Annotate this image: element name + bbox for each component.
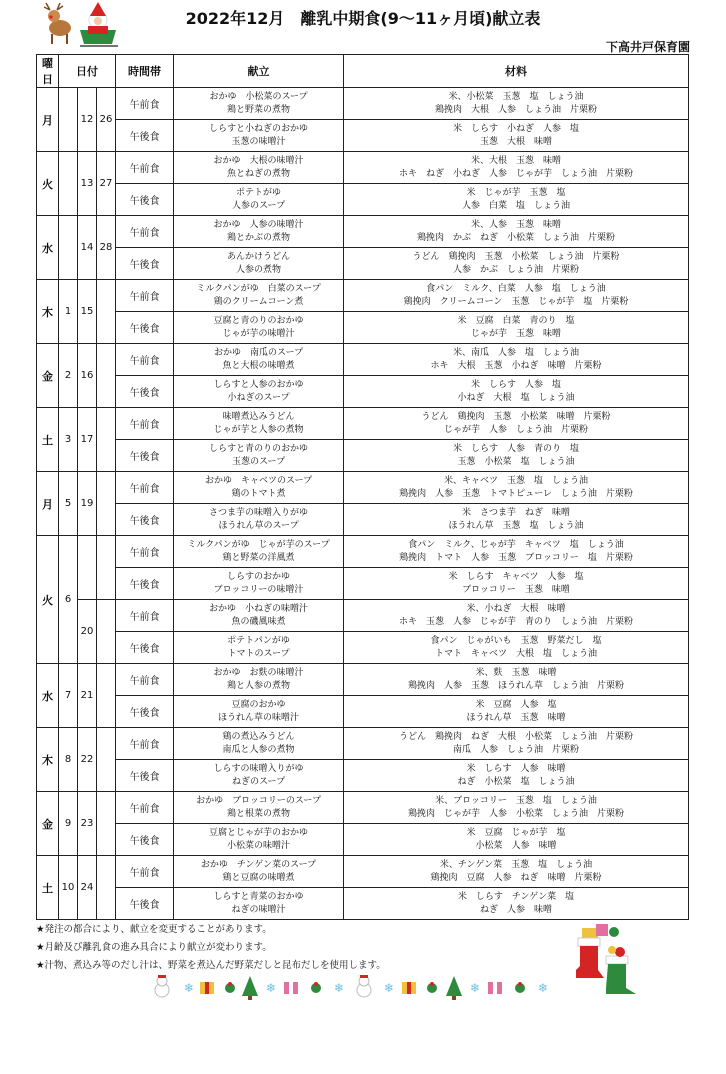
ingredients-line: トマト キャベツ 大根 塩 しょう油 xyxy=(435,648,598,659)
svg-text:❄: ❄ xyxy=(184,981,195,995)
date-cell xyxy=(97,280,116,344)
ingredients-cell xyxy=(344,312,689,344)
menu-line: ミルクパンがゆ 白菜のスープ xyxy=(196,283,321,294)
menu-cell xyxy=(174,376,344,408)
table-row xyxy=(37,408,689,440)
menu-line: じゃが芋と人参の煮物 xyxy=(213,424,304,435)
ingredients-line: 小ねぎ 大根 塩 しょう油 xyxy=(457,392,575,403)
menu-line: トマトのスープ xyxy=(227,648,290,659)
ingredients-cell xyxy=(344,568,689,600)
date-cell xyxy=(97,664,116,728)
time-slot-cell: 午前食 xyxy=(116,600,174,632)
date-cell xyxy=(59,152,78,216)
table-row xyxy=(37,216,689,248)
menu-cell xyxy=(174,536,344,568)
menu-line: ミルクパンがゆ じゃが芋のスープ xyxy=(187,539,330,550)
ingredients-line: 食パン じゃがいも 玉葱 野菜だし 塩 xyxy=(430,635,602,646)
date-cell: 7 xyxy=(59,664,78,728)
menu-table xyxy=(36,54,689,920)
note-item: ★月齢及び離乳食の進み具合により献立が変わります。 xyxy=(36,942,272,953)
menu-line: しらすの味噌入りがゆ xyxy=(213,763,304,774)
menu-line: 鶏の煮込みうどん xyxy=(222,731,295,742)
menu-line: しらすのおかゆ xyxy=(227,571,291,582)
menu-cell xyxy=(174,632,344,664)
menu-line: おかゆ チンゲン菜のスープ xyxy=(200,859,317,870)
menu-line: 小ねぎのスープ xyxy=(227,392,290,403)
time-slot-cell: 午前食 xyxy=(116,152,174,184)
ingredients-cell xyxy=(344,376,689,408)
table-row xyxy=(37,344,689,376)
date-cell: 13 xyxy=(78,152,97,216)
ingredients-cell xyxy=(344,760,689,792)
ingredients-line: 人参 白菜 塩 しょう油 xyxy=(462,200,571,211)
time-slot-cell: 午前食 xyxy=(116,216,174,248)
weekday-cell: 月 xyxy=(37,472,59,536)
menu-line: 鶏と野菜の洋風煮 xyxy=(222,552,295,563)
ingredients-line: ブロッコリー 玉葱 味噌 xyxy=(462,584,570,595)
time-header: 時間帯 xyxy=(116,55,174,88)
time-slot-cell: 午後食 xyxy=(116,760,174,792)
menu-cell xyxy=(174,888,344,920)
time-slot-cell: 午後食 xyxy=(116,888,174,920)
date-cell: 3 xyxy=(59,408,78,472)
date-cell: 27 xyxy=(97,152,116,216)
time-slot-cell: 午前食 xyxy=(116,408,174,440)
table-row xyxy=(37,760,689,792)
menu-line: 味噌煮込みうどん xyxy=(222,411,295,422)
date-cell: 2 xyxy=(59,344,78,408)
weekday-cell: 水 xyxy=(37,664,59,728)
ingredients-line: 米 しらす 人参 味噌 xyxy=(466,763,566,774)
ingredients-line: 米 さつま芋 ねぎ 味噌 xyxy=(462,507,571,518)
date-cell xyxy=(78,536,97,600)
menu-line: ほうれん草の味噌汁 xyxy=(218,712,300,723)
ingredients-line: 米 しらす キャベツ 人参 塩 xyxy=(448,571,584,582)
svg-text:❄: ❄ xyxy=(384,981,395,995)
menu-cell xyxy=(174,280,344,312)
menu-line: 小松菜の味噌汁 xyxy=(227,840,291,851)
santa-reindeer-icon xyxy=(40,2,120,48)
menu-line: 豆腐のおかゆ xyxy=(231,699,286,710)
menu-line: ポテトがゆ xyxy=(236,187,282,198)
organization-name: 下高井戸保育園 xyxy=(605,40,690,54)
ingredients-cell xyxy=(344,600,689,632)
date-cell xyxy=(59,88,78,152)
ingredients-cell xyxy=(344,184,689,216)
menu-cell xyxy=(174,344,344,376)
menu-line: しらすと青のりのおかゆ xyxy=(209,443,309,454)
time-slot-cell: 午前食 xyxy=(116,280,174,312)
time-slot-cell: 午前食 xyxy=(116,88,174,120)
time-slot-cell: 午前食 xyxy=(116,856,174,888)
menu-line: 鶏のクリームコーン煮 xyxy=(213,296,304,307)
ingredients-cell xyxy=(344,632,689,664)
ingredients-line: ホキ 大根 玉葱 小ねぎ 味噌 片栗粉 xyxy=(430,360,602,371)
svg-text:❄: ❄ xyxy=(266,981,277,995)
menu-cell xyxy=(174,792,344,824)
table-row xyxy=(37,120,689,152)
note-item: ★発注の都合により、献立を変更することがあります。 xyxy=(36,924,272,935)
menu-cell xyxy=(174,440,344,472)
ingredients-line: 米 しらす チンゲン菜 塩 xyxy=(457,891,575,902)
menu-line: しらすと青菜のおかゆ xyxy=(213,891,304,902)
menu-line: おかゆ 大根の味噌汁 xyxy=(213,155,304,166)
ingredients-cell xyxy=(344,216,689,248)
weekday-cell: 火 xyxy=(37,152,59,216)
menu-cell xyxy=(174,88,344,120)
menu-line: 鶏と野菜の煮物 xyxy=(227,104,291,115)
menu-cell xyxy=(174,152,344,184)
menu-cell xyxy=(174,472,344,504)
menu-line: おかゆ 人参の味噌汁 xyxy=(213,219,304,230)
table-row xyxy=(37,440,689,472)
menu-line: ねぎのスープ xyxy=(231,776,286,787)
menu-cell xyxy=(174,504,344,536)
date-cell xyxy=(97,856,116,920)
ingredients-cell xyxy=(344,856,689,888)
ingredients-line: 米 豆腐 白菜 青のり 塩 xyxy=(457,315,575,326)
ingredients-line: ほうれん草 玉葱 塩 しょう油 xyxy=(448,520,584,531)
menu-line: ねぎの味噌汁 xyxy=(231,904,286,915)
table-row xyxy=(37,888,689,920)
time-slot-cell: 午前食 xyxy=(116,344,174,376)
time-slot-cell: 午後食 xyxy=(116,120,174,152)
ingredients-header: 材料 xyxy=(344,55,689,88)
table-row xyxy=(37,88,689,120)
menu-line: 南瓜と人参の煮物 xyxy=(222,744,295,755)
ingredients-cell xyxy=(344,728,689,760)
ingredients-line: 米、ブロッコリー 玉葱 塩 しょう油 xyxy=(435,795,597,806)
table-row xyxy=(37,184,689,216)
christmas-border-icon xyxy=(150,972,560,1002)
time-slot-cell: 午後食 xyxy=(116,440,174,472)
ingredients-line: うどん 鶏挽肉 玉葱 小松菜 味噌 片栗粉 xyxy=(421,411,611,422)
table-row xyxy=(37,536,689,568)
menu-cell xyxy=(174,760,344,792)
table-row xyxy=(37,504,689,536)
weekday-cell: 月 xyxy=(37,88,59,152)
menu-line: ブロッコリーの味噌汁 xyxy=(213,584,304,595)
time-slot-cell: 午後食 xyxy=(116,824,174,856)
ingredients-line: 米、小ねぎ 大根 味噌 xyxy=(466,603,566,614)
date-cell: 17 xyxy=(78,408,97,472)
ingredients-line: 米 しらす 人参 塩 xyxy=(471,379,562,390)
menu-cell xyxy=(174,216,344,248)
ingredients-cell xyxy=(344,248,689,280)
date-cell xyxy=(97,344,116,408)
date-cell: 21 xyxy=(78,664,97,728)
menu-cell xyxy=(174,696,344,728)
menu-cell xyxy=(174,568,344,600)
table-row xyxy=(37,312,689,344)
ingredients-cell xyxy=(344,152,689,184)
weekday-cell: 水 xyxy=(37,216,59,280)
date-cell: 8 xyxy=(59,728,78,792)
menu-cell xyxy=(174,248,344,280)
menu-line: 魚とねぎの煮物 xyxy=(227,168,291,179)
table-header-row xyxy=(37,55,689,88)
menu-line: 人参の煮物 xyxy=(236,264,282,275)
menu-line: おかゆ 小ねぎの味噌汁 xyxy=(209,603,309,614)
time-slot-cell: 午前食 xyxy=(116,536,174,568)
svg-text:❄: ❄ xyxy=(334,981,345,995)
ingredients-line: 米、大根 玉葱 味噌 xyxy=(471,155,562,166)
date-cell: 9 xyxy=(59,792,78,856)
time-slot-cell: 午後食 xyxy=(116,376,174,408)
ingredients-cell xyxy=(344,536,689,568)
table-row xyxy=(37,856,689,888)
ingredients-line: 食パン ミルク、白菜 人参 塩 しょう油 xyxy=(426,283,606,294)
menu-line: しらすと小ねぎのおかゆ xyxy=(209,123,309,134)
menu-line: 玉葱のスープ xyxy=(231,456,286,467)
date-cell: 22 xyxy=(78,728,97,792)
menu-line: おかゆ キャベツのスープ xyxy=(204,475,313,486)
ingredients-line: 鶏挽肉 かぶ ねぎ 小松菜 しょう油 片栗粉 xyxy=(417,232,616,243)
weekday-cell: 金 xyxy=(37,792,59,856)
weekday-cell: 木 xyxy=(37,728,59,792)
date-cell xyxy=(97,408,116,472)
page-title: 2022年12月 離乳中期食(9～11ヶ月頃)献立表 xyxy=(185,9,541,28)
time-slot-cell: 午前食 xyxy=(116,728,174,760)
menu-line: おかゆ 小松菜のスープ xyxy=(209,91,308,102)
ingredients-line: ホキ 玉葱 人参 じゃが芋 青のり しょう油 片栗粉 xyxy=(399,616,634,627)
date-cell xyxy=(97,536,116,600)
menu-cell xyxy=(174,664,344,696)
menu-header: 献立 xyxy=(174,55,344,88)
weekday-cell: 木 xyxy=(37,280,59,344)
note-item: ★汁物、煮込み等のだし汁は、野菜を煮込んだ野菜だしと昆布だしを使用します。 xyxy=(36,960,386,971)
table-row xyxy=(37,568,689,600)
table-row xyxy=(37,280,689,312)
ingredients-line: 玉葱 大根 味噌 xyxy=(480,136,553,147)
ingredients-line: 鶏挽肉 人参 玉葱 トマトピューレ しょう油 片栗粉 xyxy=(399,488,633,499)
svg-text:❄: ❄ xyxy=(470,981,481,995)
menu-cell xyxy=(174,600,344,632)
table-row xyxy=(37,696,689,728)
notes xyxy=(36,921,556,975)
ingredients-cell xyxy=(344,408,689,440)
menu-line: ポテトパンがゆ xyxy=(227,635,290,646)
ingredients-line: 鶏挽肉 豆腐 人参 ねぎ 味噌 片栗粉 xyxy=(430,872,602,883)
ingredients-line: 米、南瓜 人参 塩 しょう油 xyxy=(453,347,580,358)
date-cell: 23 xyxy=(78,792,97,856)
date-cell xyxy=(59,216,78,280)
table-row xyxy=(37,600,689,632)
table-row xyxy=(37,376,689,408)
menu-line: 鶏とかぶの煮物 xyxy=(227,232,291,243)
menu-line: ほうれん草のスープ xyxy=(218,520,299,531)
ingredients-cell xyxy=(344,344,689,376)
table-row xyxy=(37,472,689,504)
date-cell: 20 xyxy=(78,600,97,664)
menu-cell xyxy=(174,824,344,856)
ingredients-cell xyxy=(344,824,689,856)
ingredients-line: 米、麩 玉葱 味噌 xyxy=(475,667,557,678)
menu-line: おかゆ 南瓜のスープ xyxy=(213,347,304,358)
menu-line: 魚と大根の味噌煮 xyxy=(222,360,295,371)
ingredients-line: 米 しらす 人参 青のり 塩 xyxy=(453,443,580,454)
ingredients-line: じゃが芋 人参 しょう油 片栗粉 xyxy=(444,424,589,435)
ingredients-line: 鶏挽肉 トマト 人参 玉葱 ブロッコリー 塩 片栗粉 xyxy=(399,552,633,563)
menu-line: 魚の磯風味煮 xyxy=(231,616,286,627)
ingredients-line: 鶏挽肉 大根 人参 しょう油 片栗粉 xyxy=(435,104,598,115)
date-cell: 24 xyxy=(78,856,97,920)
ingredients-line: ねぎ 人参 味噌 xyxy=(480,904,553,915)
menu-cell xyxy=(174,856,344,888)
time-slot-cell: 午前食 xyxy=(116,792,174,824)
table-row xyxy=(37,728,689,760)
ingredients-line: 米 じゃが芋 玉葱 塩 xyxy=(466,187,566,198)
time-slot-cell: 午後食 xyxy=(116,248,174,280)
ingredients-cell xyxy=(344,120,689,152)
christmas-boots-icon xyxy=(566,922,646,1002)
date-cell: 19 xyxy=(78,472,97,536)
date-cell: 1 xyxy=(59,280,78,344)
ingredients-line: 米、人参 玉葱 味噌 xyxy=(471,219,562,230)
menu-cell xyxy=(174,728,344,760)
date-header: 日付 xyxy=(59,55,116,88)
ingredients-line: 米 豆腐 人参 塩 xyxy=(475,699,557,710)
ingredients-line: 米、キャベツ 玉葱 塩 しょう油 xyxy=(444,475,589,486)
date-cell: 12 xyxy=(78,88,97,152)
menu-cell xyxy=(174,408,344,440)
menu-line: さつま芋の味噌入りがゆ xyxy=(209,507,309,518)
ingredients-line: ねぎ 小松菜 塩 しょう油 xyxy=(457,776,575,787)
ingredients-line: 米、小松菜 玉葱 塩 しょう油 xyxy=(448,91,584,102)
weekday-cell: 土 xyxy=(37,408,59,472)
ingredients-line: ホキ ねぎ 小ねぎ 人参 じゃが芋 しょう油 片栗粉 xyxy=(399,168,634,179)
ingredients-line: 米 しらす 小ねぎ 人参 塩 xyxy=(453,123,580,134)
ingredients-line: 玉葱 小松菜 塩 しょう油 xyxy=(457,456,575,467)
menu-cell xyxy=(174,312,344,344)
ingredients-line: 食パン ミルク、じゃが芋 キャベツ 塩 しょう油 xyxy=(408,539,624,550)
date-cell: 5 xyxy=(59,472,78,536)
weekday-cell: 火 xyxy=(37,536,59,664)
table-row xyxy=(37,664,689,696)
date-cell: 28 xyxy=(97,216,116,280)
date-cell: 26 xyxy=(97,88,116,152)
menu-cell xyxy=(174,184,344,216)
menu-line: 豆腐とじゃが芋のおかゆ xyxy=(209,827,309,838)
date-cell: 15 xyxy=(78,280,97,344)
menu-line: じゃが芋の味噌汁 xyxy=(222,328,295,339)
weekday-header: 曜日 xyxy=(37,55,59,88)
time-slot-cell: 午後食 xyxy=(116,632,174,664)
menu-line: 玉葱の味噌汁 xyxy=(231,136,286,147)
time-slot-cell: 午後食 xyxy=(116,312,174,344)
time-slot-cell: 午後食 xyxy=(116,184,174,216)
time-slot-cell: 午後食 xyxy=(116,504,174,536)
date-cell: 16 xyxy=(78,344,97,408)
ingredients-line: 鶏挽肉 じゃが芋 人参 小松菜 しょう油 片栗粉 xyxy=(408,808,625,819)
ingredients-line: うどん 鶏挽肉 玉葱 小松菜 しょう油 片栗粉 xyxy=(412,251,620,262)
ingredients-cell xyxy=(344,664,689,696)
time-slot-cell: 午後食 xyxy=(116,696,174,728)
ingredients-cell xyxy=(344,472,689,504)
date-cell xyxy=(97,472,116,536)
ingredients-cell xyxy=(344,792,689,824)
menu-cell xyxy=(174,120,344,152)
ingredients-line: じゃが芋 玉葱 味噌 xyxy=(471,328,562,339)
ingredients-cell xyxy=(344,504,689,536)
date-cell xyxy=(97,600,116,664)
ingredients-cell xyxy=(344,696,689,728)
menu-line: 鶏と根菜の煮物 xyxy=(227,808,291,819)
ingredients-line: 鶏挽肉 クリームコーン 玉葱 じゃが芋 塩 片栗粉 xyxy=(403,296,629,307)
ingredients-line: 米、チンゲン菜 玉葱 塩 しょう油 xyxy=(439,859,593,870)
ingredients-cell xyxy=(344,88,689,120)
ingredients-line: 鶏挽肉 人参 玉葱 ほうれん草 しょう油 片栗粉 xyxy=(408,680,625,691)
table-row xyxy=(37,632,689,664)
menu-line: 鶏のトマト煮 xyxy=(231,488,286,499)
ingredients-line: 人参 かぶ しょう油 片栗粉 xyxy=(453,264,580,275)
date-cell: 14 xyxy=(78,216,97,280)
ingredients-line: 米 豆腐 じゃが芋 塩 xyxy=(466,827,566,838)
menu-line: 鶏と豆腐の味噌煮 xyxy=(222,872,295,883)
svg-text:❄: ❄ xyxy=(538,981,549,995)
date-cell: 6 xyxy=(59,536,78,664)
time-slot-cell: 午前食 xyxy=(116,664,174,696)
menu-line: おかゆ ブロッコリーのスープ xyxy=(196,795,321,806)
table-row xyxy=(37,824,689,856)
table-row xyxy=(37,248,689,280)
date-cell xyxy=(97,792,116,856)
time-slot-cell: 午後食 xyxy=(116,568,174,600)
table-row xyxy=(37,152,689,184)
menu-line: 人参のスープ xyxy=(231,200,286,211)
date-cell: 10 xyxy=(59,856,78,920)
ingredients-cell xyxy=(344,440,689,472)
menu-line: しらすと人参のおかゆ xyxy=(213,379,304,390)
date-cell xyxy=(97,728,116,792)
ingredients-line: ほうれん草 玉葱 味噌 xyxy=(466,712,566,723)
ingredients-line: 南瓜 人参 しょう油 片栗粉 xyxy=(453,744,580,755)
ingredients-cell xyxy=(344,280,689,312)
weekday-cell: 土 xyxy=(37,856,59,920)
ingredients-line: うどん 鶏挽肉 ねぎ 大根 小松菜 しょう油 片栗粉 xyxy=(399,731,634,742)
menu-line: あんかけうどん xyxy=(227,251,291,262)
table-row xyxy=(37,792,689,824)
weekday-cell: 金 xyxy=(37,344,59,408)
ingredients-line: 小松菜 人参 味噌 xyxy=(475,840,557,851)
ingredients-cell xyxy=(344,888,689,920)
menu-line: 豆腐と青のりのおかゆ xyxy=(213,315,304,326)
menu-line: 鶏と人参の煮物 xyxy=(227,680,291,691)
menu-line: おかゆ お麩の味噌汁 xyxy=(213,667,304,678)
time-slot-cell: 午前食 xyxy=(116,472,174,504)
